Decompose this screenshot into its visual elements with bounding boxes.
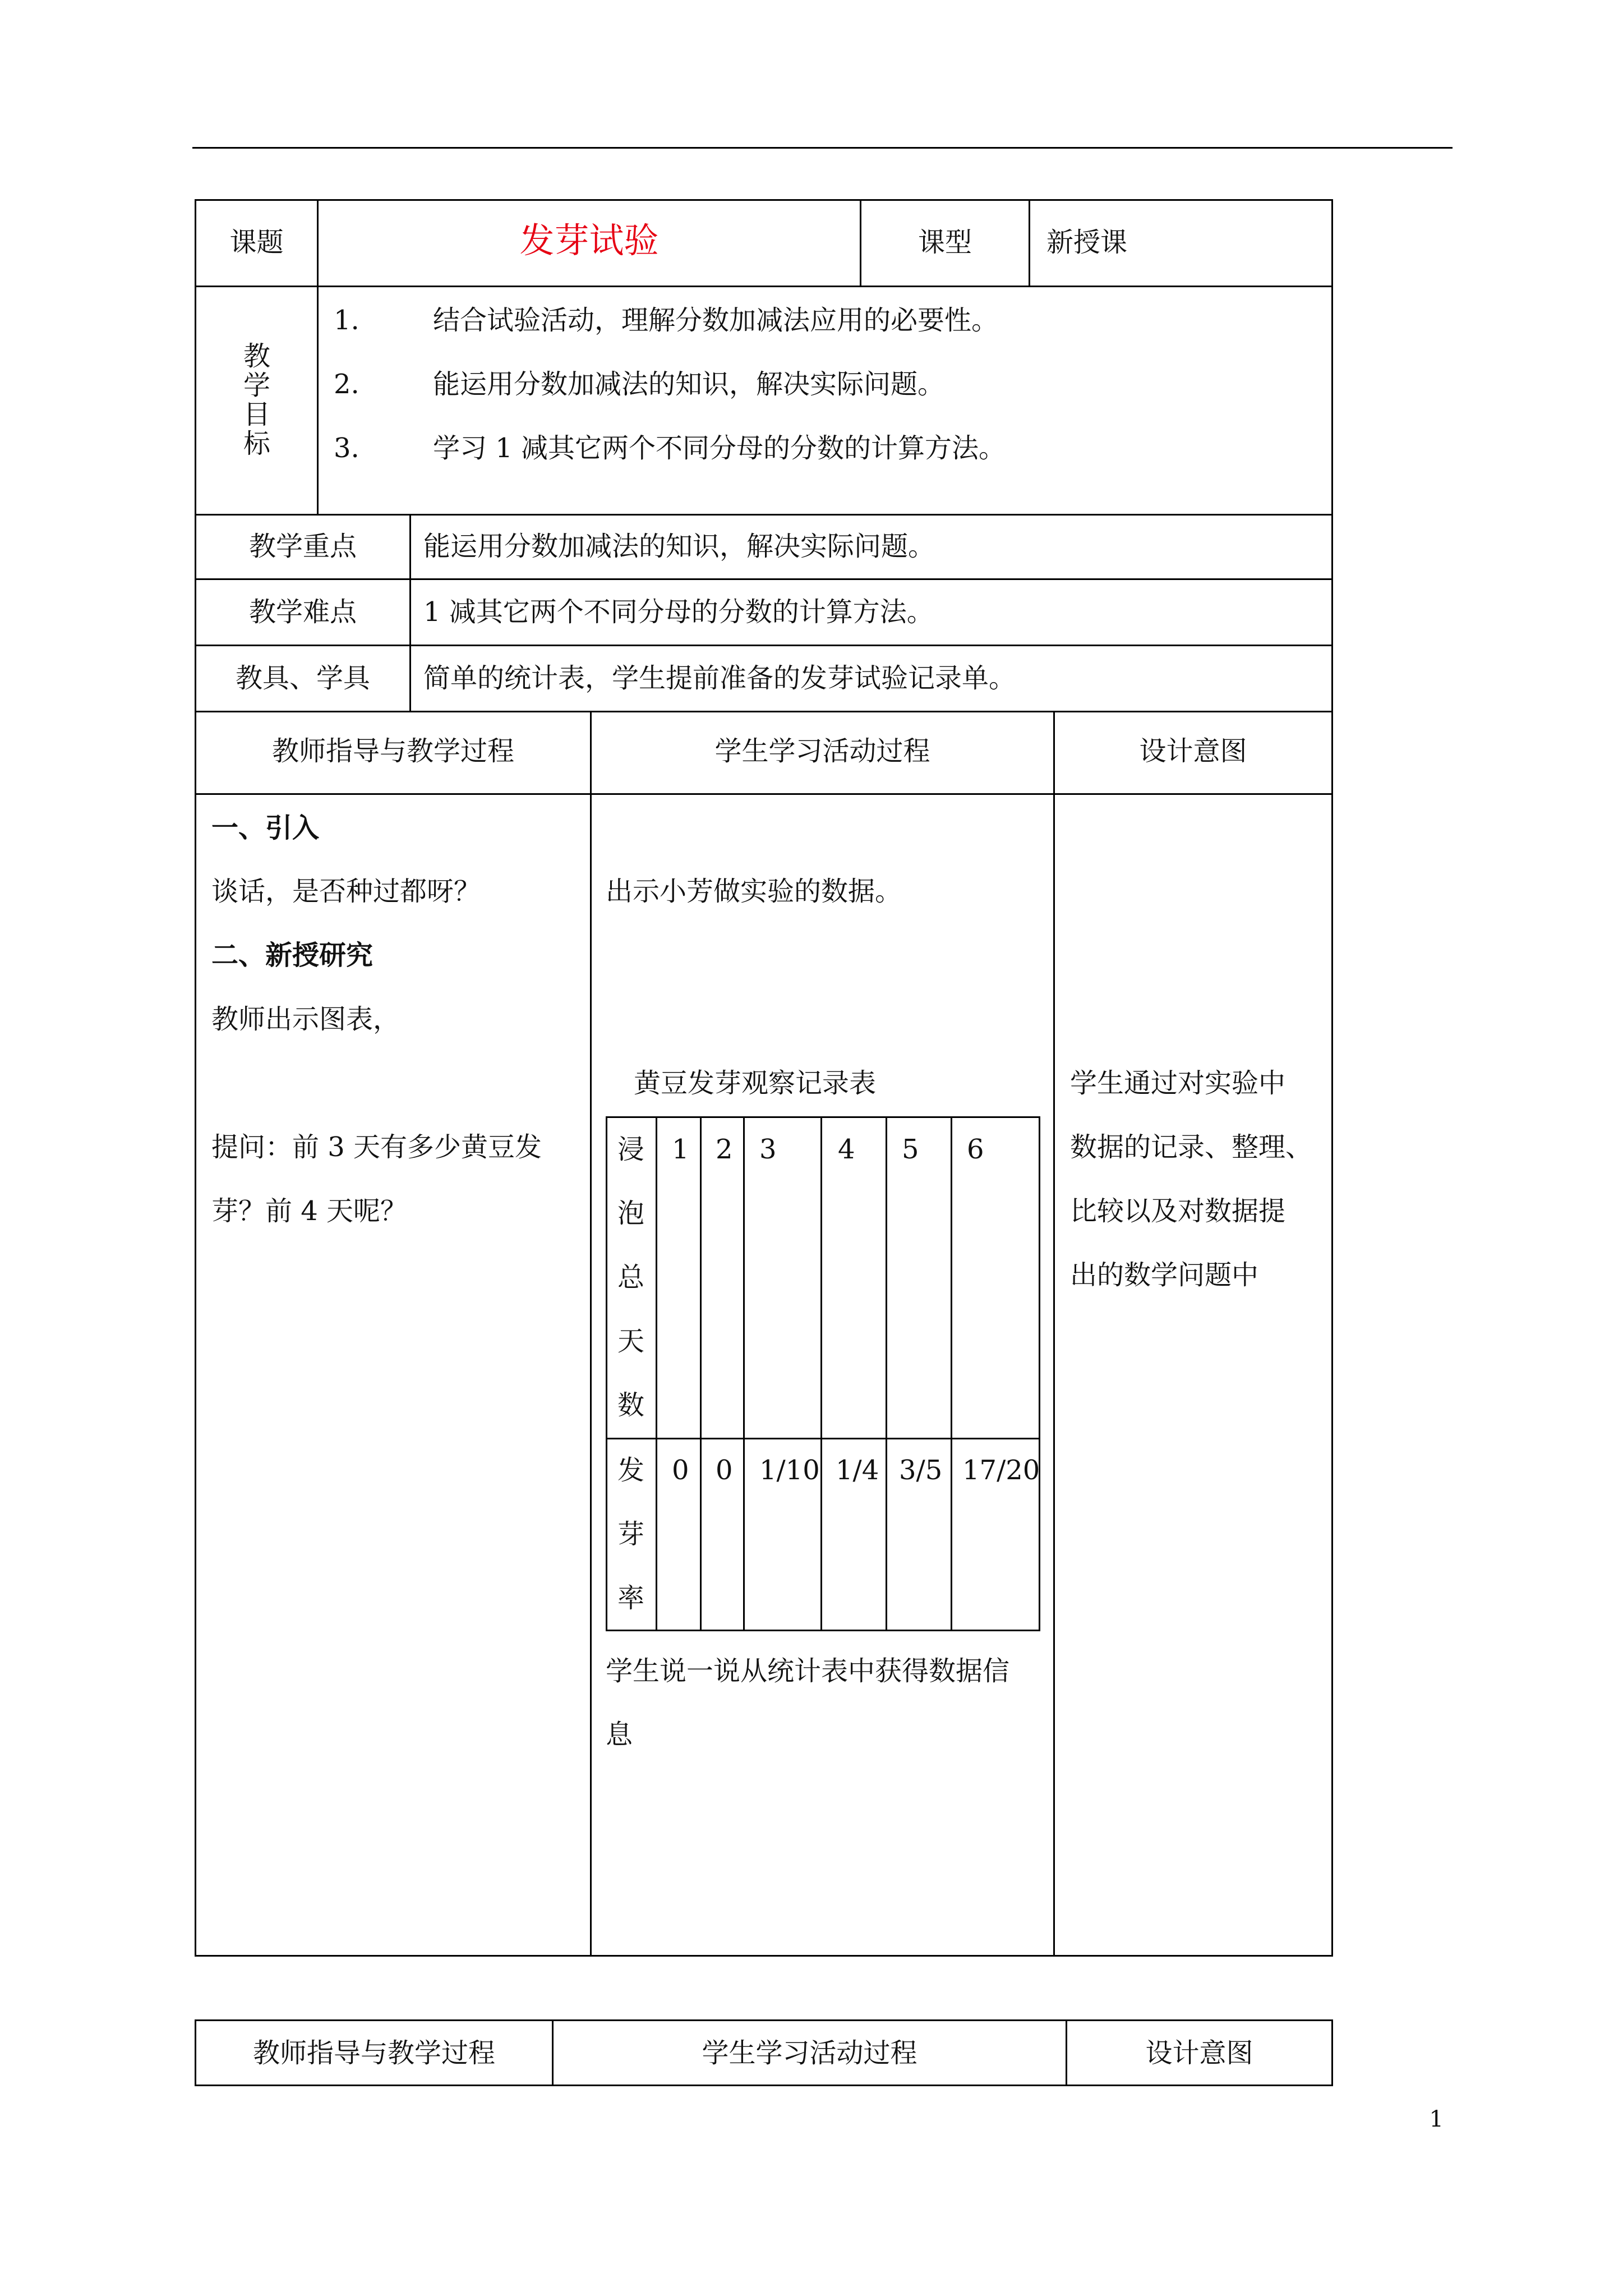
teacher-line-1: 谈话，是否种过都呀？ xyxy=(211,876,481,907)
design-line-3: 比较以及对数据提 xyxy=(1070,1195,1286,1227)
tools-value: 简单的统计表，学生提前准备的发芽试验记录单。 xyxy=(423,662,1016,694)
student-line-1: 出示小芳做实验的数据。 xyxy=(606,876,902,907)
objective-text-2: 能运用分数加减法的知识，解决实际问题。 xyxy=(433,369,945,400)
day-3: 3 xyxy=(759,1134,777,1165)
objective-num-2: 2. xyxy=(334,369,359,400)
objective-text-3: 学习 1 减其它两个不同分母的分数的计算方法。 xyxy=(433,432,1006,464)
rate-day-1: 0 xyxy=(672,1455,689,1486)
lesson-title: 发芽试验 xyxy=(519,220,659,261)
rate-day-3: 1/10 xyxy=(759,1455,820,1486)
student-line-2: 学生说一说从统计表中获得数据信 xyxy=(606,1655,1010,1687)
section-new: 二、新授研究 xyxy=(211,940,374,971)
difficulty-label: 教学难点 xyxy=(248,596,357,628)
section-intro: 一、引入 xyxy=(211,812,320,844)
type-value: 新授课 xyxy=(1046,227,1128,258)
tools-label: 教具、学具 xyxy=(235,662,370,694)
type-label: 课型 xyxy=(917,227,972,258)
continuation-design-header: 设计意图 xyxy=(1145,2037,1253,2069)
header-rule xyxy=(192,147,1453,149)
objective-text-1: 结合试验活动，理解分数加减法应用的必要性。 xyxy=(433,305,999,336)
observation-table-title: 黄豆发芽观察记录表 xyxy=(634,1068,877,1099)
continuation-student-header: 学生学习活动过程 xyxy=(702,2037,917,2069)
day-1: 1 xyxy=(672,1134,689,1165)
continuation-teacher-header: 教师指导与教学过程 xyxy=(252,2037,495,2069)
objective-num-3: 3. xyxy=(334,432,359,464)
design-header: 设计意图 xyxy=(1139,735,1247,767)
rate-day-2: 0 xyxy=(716,1455,733,1486)
topic-label: 课题 xyxy=(229,227,284,258)
teacher-question-2: 芽？前 4 天呢？ xyxy=(211,1195,408,1227)
student-process-header: 学生学习活动过程 xyxy=(714,735,930,767)
day-6: 6 xyxy=(967,1134,984,1165)
day-5: 5 xyxy=(902,1134,919,1165)
design-line-2: 数据的记录、整理、 xyxy=(1070,1131,1313,1163)
key-point-value: 能运用分数加减法的知识，解决实际问题。 xyxy=(423,531,935,562)
design-line-4: 出的数学问题中 xyxy=(1070,1259,1259,1291)
rate-day-6: 17/20 xyxy=(962,1455,1040,1486)
rate-day-4: 1/4 xyxy=(836,1455,879,1486)
difficulty-value: 1 减其它两个不同分母的分数的计算方法。 xyxy=(423,596,934,628)
page-number: 1 xyxy=(1429,2106,1444,2132)
student-line-3: 息 xyxy=(606,1719,633,1750)
teacher-process-header: 教师指导与教学过程 xyxy=(271,735,514,767)
design-line-1: 学生通过对实验中 xyxy=(1070,1068,1286,1099)
day-4: 4 xyxy=(838,1134,855,1165)
rate-day-5: 3/5 xyxy=(899,1455,943,1486)
teacher-question-1: 提问：前 3 天有多少黄豆发 xyxy=(211,1131,542,1163)
teacher-line-2: 教师出示图表， xyxy=(211,1004,400,1035)
key-point-label: 教学重点 xyxy=(248,531,357,562)
objective-num-1: 1. xyxy=(334,305,359,336)
day-2: 2 xyxy=(716,1134,733,1165)
